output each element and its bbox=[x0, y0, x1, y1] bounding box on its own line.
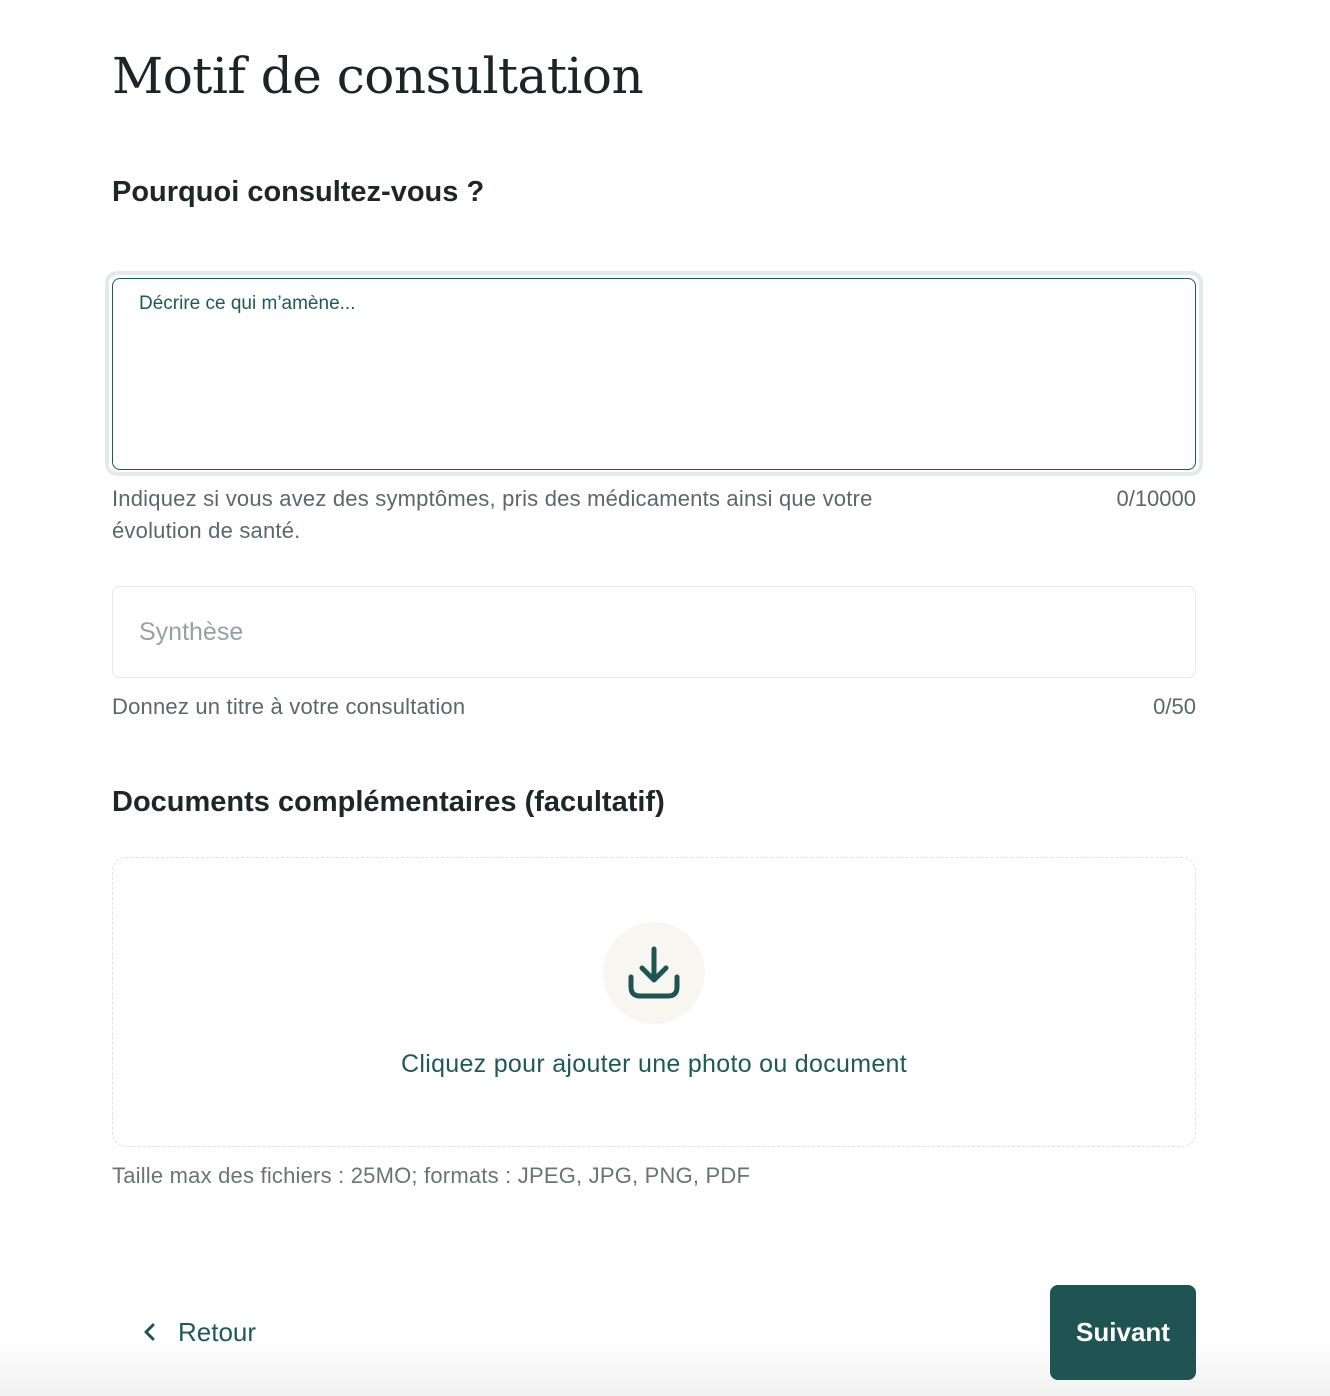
documents-heading: Documents complémentaires (facultatif) bbox=[112, 786, 665, 818]
next-button[interactable] bbox=[1050, 1285, 1196, 1380]
synthesis-input[interactable] bbox=[113, 587, 1195, 677]
synthesis-field-container[interactable] bbox=[112, 586, 1196, 678]
document-dropzone[interactable] bbox=[112, 857, 1196, 1147]
back-button[interactable] bbox=[140, 1308, 256, 1356]
next-button-label: Suivant bbox=[1076, 1317, 1170, 1347]
dropzone-label: Cliquez pour ajouter une photo ou document bbox=[401, 1050, 907, 1078]
download-tray-icon bbox=[626, 945, 682, 1001]
reason-heading: Pourquoi consultez-vous ? bbox=[112, 176, 485, 208]
back-button-label: Retour bbox=[178, 1316, 257, 1347]
page-title: Motif de consultation bbox=[112, 47, 644, 105]
upload-icon-circle bbox=[603, 922, 705, 1024]
synthesis-helper-text: Donnez un titre à votre consultation bbox=[112, 694, 466, 719]
reason-textarea-container[interactable] bbox=[112, 278, 1196, 470]
chevron-left-icon bbox=[140, 1322, 160, 1342]
reason-char-counter: 0/10000 bbox=[1116, 486, 1196, 511]
reason-helper-text: Indiquez si vous avez des symptômes, pris des médicaments ainsi que votre évolution de santé. bbox=[112, 486, 873, 543]
synthesis-char-counter: 0/50 bbox=[1153, 694, 1196, 719]
reason-textarea[interactable] bbox=[113, 279, 1195, 469]
file-constraints-note: Taille max des fichiers : 25MO; formats : JPEG, JPG, PNG, PDF bbox=[112, 1163, 751, 1188]
